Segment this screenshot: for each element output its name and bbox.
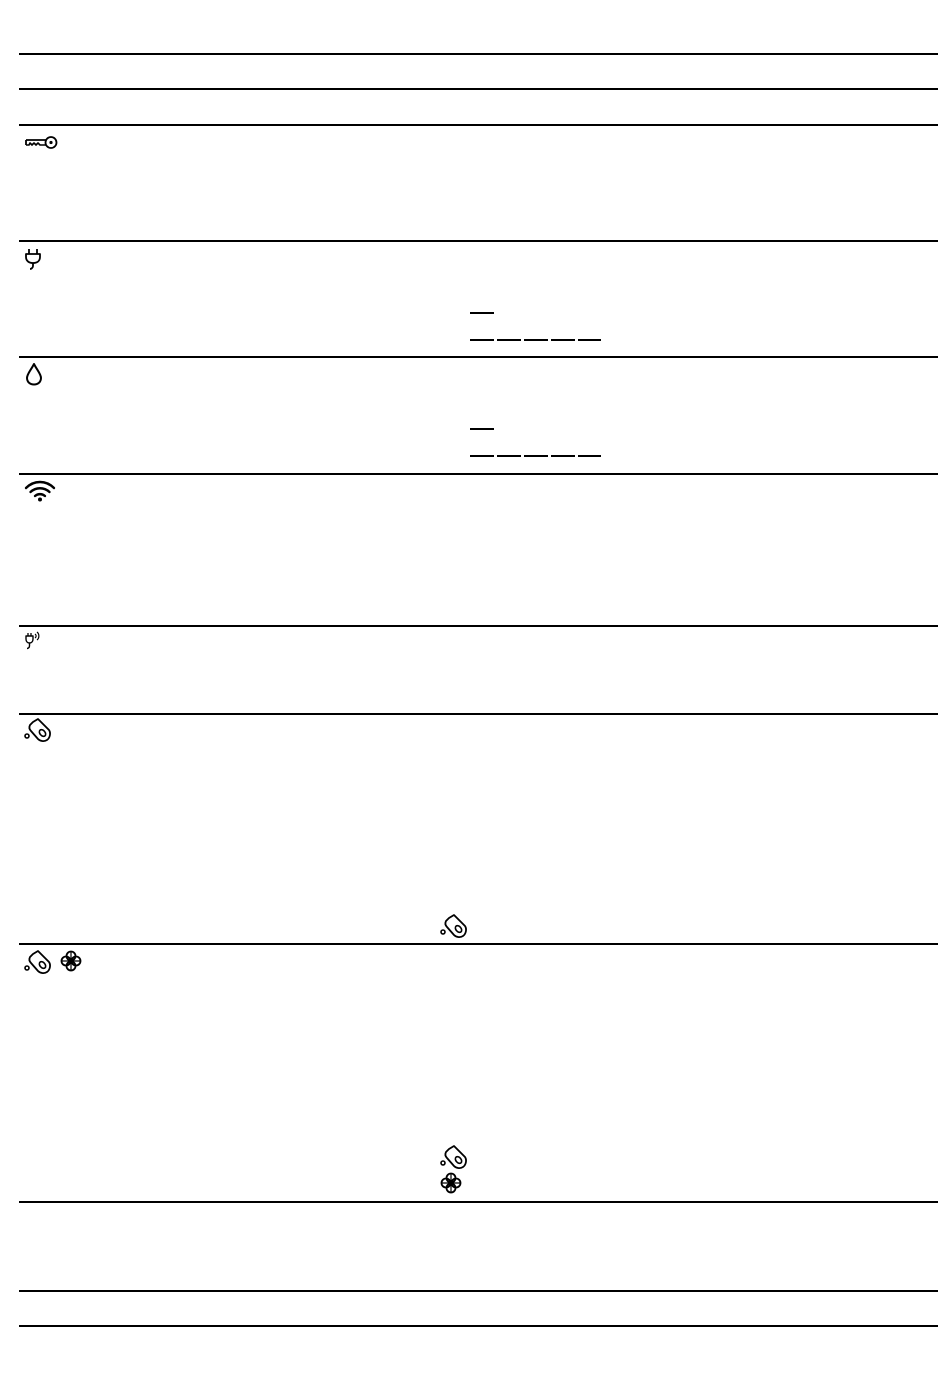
remote-start-icon — [24, 630, 42, 652]
segment-dash — [524, 339, 548, 341]
segment-dash — [470, 455, 494, 457]
segment-dash — [578, 339, 601, 341]
segment-dash — [497, 455, 521, 457]
table-rule-header — [19, 88, 938, 90]
table-rule-3 — [19, 356, 938, 358]
softener-flower-icon — [60, 950, 82, 972]
detergent-bottle-icon — [24, 949, 52, 975]
segment-dash — [551, 339, 575, 341]
plug-icon — [25, 248, 41, 270]
segment-dash — [578, 455, 601, 457]
segment-dash — [497, 339, 521, 341]
segment-dash — [524, 455, 548, 457]
table-rule-7 — [19, 943, 938, 945]
table-rule-2 — [19, 240, 938, 242]
water-drop-icon — [25, 362, 43, 386]
segment-dash-short — [470, 428, 494, 430]
softener-flower-icon — [440, 1172, 462, 1194]
table-rule-bottom — [19, 1325, 938, 1327]
table-rule-top — [19, 53, 938, 55]
detergent-bottle-icon — [24, 717, 52, 743]
table-rule-1 — [19, 124, 938, 126]
table-rule-9 — [19, 1290, 938, 1292]
table-rule-8 — [19, 1201, 938, 1203]
table-rule-5 — [19, 625, 938, 627]
table-rule-6 — [19, 713, 938, 715]
segment-dash-short — [470, 312, 494, 314]
segment-dash — [551, 455, 575, 457]
detergent-bottle-icon — [440, 913, 468, 939]
wifi-icon — [24, 480, 56, 502]
key-icon — [24, 135, 58, 151]
segment-dash — [470, 339, 494, 341]
table-rule-4 — [19, 473, 938, 475]
detergent-bottle-icon — [440, 1144, 468, 1170]
